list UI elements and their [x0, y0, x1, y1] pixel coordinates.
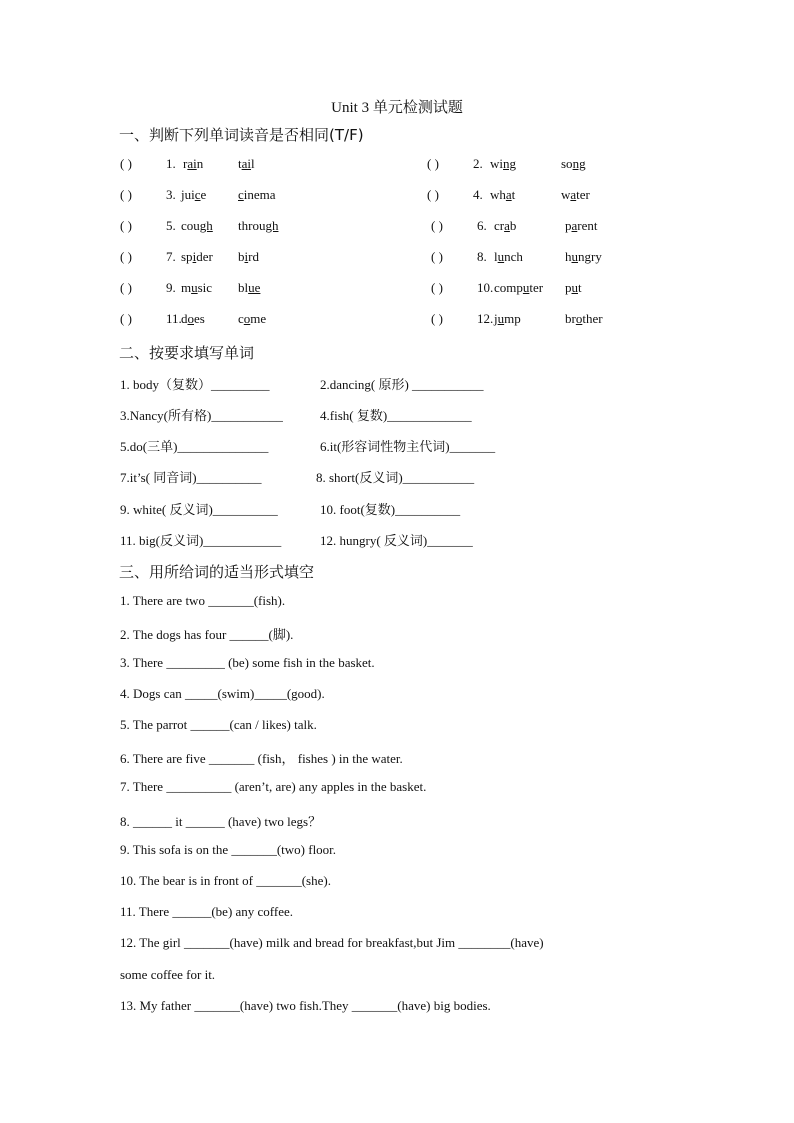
word-task-4: 4.fish( 复数)_____________ [320, 408, 472, 423]
tf-item [427, 156, 483, 172]
underlined-letters: o [575, 311, 583, 326]
word-part: inema [243, 187, 276, 202]
underlined-letters: ai [187, 156, 197, 171]
fill-line: 6. There are five _______ (fish， fishes ) in the water. [120, 751, 403, 766]
item-number: 3. [166, 187, 176, 202]
fill-line: 1. There are two _______(fish). [120, 593, 286, 608]
tf-item [120, 187, 176, 203]
word-b [565, 249, 602, 265]
underlined-letters: u [497, 311, 505, 326]
word-task-1: 1. body（复数）_________ [120, 377, 270, 392]
answer-blank[interactable]: ( ) [427, 187, 439, 202]
answer-blank[interactable]: ( ) [431, 218, 443, 233]
answer-blank[interactable]: ( ) [120, 249, 132, 264]
word-task-8: 8. short(反义词)___________ [316, 470, 475, 485]
fill-line: 12. The girl _______(have) milk and bread for breakfast,but Jim ________(have) [120, 935, 544, 950]
underlined-letters: u [191, 280, 198, 295]
underlined-letters: gh [199, 218, 213, 233]
word-b [565, 311, 603, 327]
answer-blank[interactable]: ( ) [120, 218, 132, 233]
fill-line: 13. My father _______(have) two fish.They _______(have) big bodies. [120, 998, 491, 1013]
underlined-letters: i [192, 249, 197, 264]
word-part: r [183, 156, 188, 171]
word-part: p [565, 218, 572, 233]
tf-item [120, 249, 176, 265]
underlined-letters: ng [572, 156, 586, 171]
item-number: 9. [166, 280, 176, 295]
word-b [561, 187, 590, 203]
page-title: Unit 3 单元检测试题 [331, 100, 463, 116]
word-b [238, 280, 260, 296]
word-a [494, 280, 543, 296]
word-part: sp [181, 249, 193, 264]
word-b [561, 156, 586, 172]
word-task-12: 12. hungry( 反义词)_______ [320, 533, 473, 548]
underlined-letters: u [571, 249, 578, 264]
section1-heading: 一、判断下列单词读音是否相同(T/F) [119, 126, 364, 144]
word-a [494, 218, 516, 234]
word-task-5: 5.do(三单)______________ [120, 439, 269, 454]
word-task-10: 10. foot(复数)__________ [320, 502, 461, 517]
word-part: mp [504, 311, 521, 326]
word-part: b [509, 218, 517, 233]
word-task-3: 3.Nancy(所有格)___________ [120, 408, 283, 423]
underlined-letters: o [187, 311, 194, 326]
item-number: 2. [473, 156, 483, 171]
word-b [238, 187, 276, 203]
word-a [181, 280, 212, 296]
word-part: m [181, 280, 192, 295]
answer-blank[interactable]: ( ) [120, 311, 132, 326]
tf-item [427, 187, 483, 203]
tf-item [120, 218, 176, 234]
word-part: rd [248, 249, 259, 264]
answer-blank[interactable]: ( ) [431, 280, 443, 295]
word-a [490, 187, 515, 203]
word-part: es [194, 311, 205, 326]
item-number: 7. [166, 249, 176, 264]
underlined-letters: u [522, 280, 530, 295]
word-part: j [494, 311, 498, 326]
word-part: bl [238, 280, 249, 295]
word-task-9: 9. white( 反义词)__________ [120, 502, 278, 517]
word-part: comp [494, 280, 523, 295]
answer-blank[interactable]: ( ) [120, 187, 132, 202]
word-task-11: 11. big(反义词)____________ [120, 533, 282, 548]
underlined-letters: a [504, 218, 510, 233]
item-number: 1. [166, 156, 176, 171]
word-part: nch [504, 249, 523, 264]
item-number: 4. [473, 187, 483, 202]
word-part: br [565, 311, 576, 326]
word-part: p [565, 280, 572, 295]
section2-heading: 二、按要求填写单词 [119, 344, 255, 362]
underlined-letters: gh [265, 218, 279, 233]
word-part: ther [582, 311, 603, 326]
underlined-letters: a [571, 218, 578, 233]
item-number: 12. [477, 311, 494, 326]
word-part: b [238, 249, 245, 264]
word-b [238, 218, 278, 234]
tf-item [431, 280, 493, 296]
tf-item [431, 311, 493, 327]
underlined-letters: o [243, 311, 251, 326]
word-part: t [578, 280, 582, 295]
underlined-letters: a [570, 187, 577, 202]
word-part: cr [494, 218, 505, 233]
word-part: l [494, 249, 498, 264]
word-part: h [565, 249, 572, 264]
word-part: t [511, 187, 516, 202]
word-part: der [196, 249, 213, 264]
word-part: c [238, 311, 244, 326]
word-task-2: 2.dancing( 原形) ___________ [320, 377, 484, 392]
word-task-7: 7.it’s( 同音词)__________ [120, 470, 262, 485]
word-part: rent [577, 218, 598, 233]
fill-line: 2. The dogs has four ______(脚). [120, 627, 294, 642]
underlined-letters: ng [503, 156, 516, 171]
word-part: wh [490, 187, 506, 202]
word-part: wi [490, 156, 503, 171]
word-b [238, 156, 255, 172]
word-a [181, 187, 206, 203]
word-part: t [238, 156, 242, 171]
item-number: 8. [477, 249, 487, 264]
answer-blank[interactable]: ( ) [431, 249, 443, 264]
word-part: l [251, 156, 255, 171]
tf-item [120, 280, 176, 296]
item-number: 5. [166, 218, 176, 233]
tf-item [120, 311, 182, 327]
word-part: me [250, 311, 267, 326]
tf-item [431, 249, 487, 265]
fill-line: 10. The bear is in front of _______(she). [120, 873, 331, 888]
answer-blank[interactable]: ( ) [431, 311, 443, 326]
underlined-letters: i [244, 249, 249, 264]
word-part: d [181, 311, 188, 326]
underlined-letters: u [571, 280, 578, 295]
item-number: 10. [477, 280, 494, 295]
word-a [181, 311, 205, 327]
fill-line: 9. This sofa is on the _______(two) floor. [120, 842, 337, 857]
section3-heading: 三、用所给词的适当形式填空 [119, 563, 315, 581]
fill-line: 4. Dogs can _____(swim)_____(good). [120, 686, 325, 701]
answer-blank[interactable]: ( ) [120, 280, 132, 295]
word-part: jui [181, 187, 195, 202]
fill-line: 7. There __________ (aren’t, are) any apples in the basket. [120, 779, 427, 794]
word-part: ter [576, 187, 590, 202]
word-a [183, 156, 203, 172]
word-a [181, 249, 213, 265]
word-part: n [196, 156, 204, 171]
item-number: 11. [166, 311, 182, 326]
tf-item [120, 156, 176, 172]
word-a [494, 249, 523, 265]
answer-blank[interactable]: ( ) [120, 156, 132, 171]
word-b [238, 311, 266, 327]
word-a [490, 156, 516, 172]
word-part: sic [197, 280, 213, 295]
fill-line: some coffee for it. [120, 967, 216, 982]
fill-line: 3. There _________ (be) some fish in the basket. [120, 655, 375, 670]
item-number: 6. [477, 218, 487, 233]
answer-blank[interactable]: ( ) [427, 156, 439, 171]
underlined-letters: ai [241, 156, 252, 171]
word-task-6: 6.it(形容词性物主代词)_______ [320, 439, 496, 454]
tf-item [431, 218, 487, 234]
word-part: cou [181, 218, 200, 233]
underlined-letters: u [497, 249, 505, 264]
word-part: so [561, 156, 573, 171]
word-part: e [200, 187, 207, 202]
word-a [494, 311, 521, 327]
word-b [565, 218, 598, 234]
fill-line: 11. There ______(be) any coffee. [120, 904, 294, 919]
underlined-letters: ue [248, 280, 261, 295]
underlined-letters: c [238, 187, 244, 202]
underlined-letters: c [194, 187, 201, 202]
word-b [238, 249, 259, 265]
word-b [565, 280, 582, 296]
word-part: w [561, 187, 571, 202]
word-part: ngry [578, 249, 602, 264]
fill-line: 5. The parrot ______(can / likes) talk. [120, 717, 317, 732]
word-part: throu [238, 218, 266, 233]
word-part: ter [529, 280, 544, 295]
underlined-letters: a [505, 187, 512, 202]
fill-line: 8. ______ it ______ (have) two legs？ [120, 814, 322, 829]
word-a [181, 218, 213, 234]
